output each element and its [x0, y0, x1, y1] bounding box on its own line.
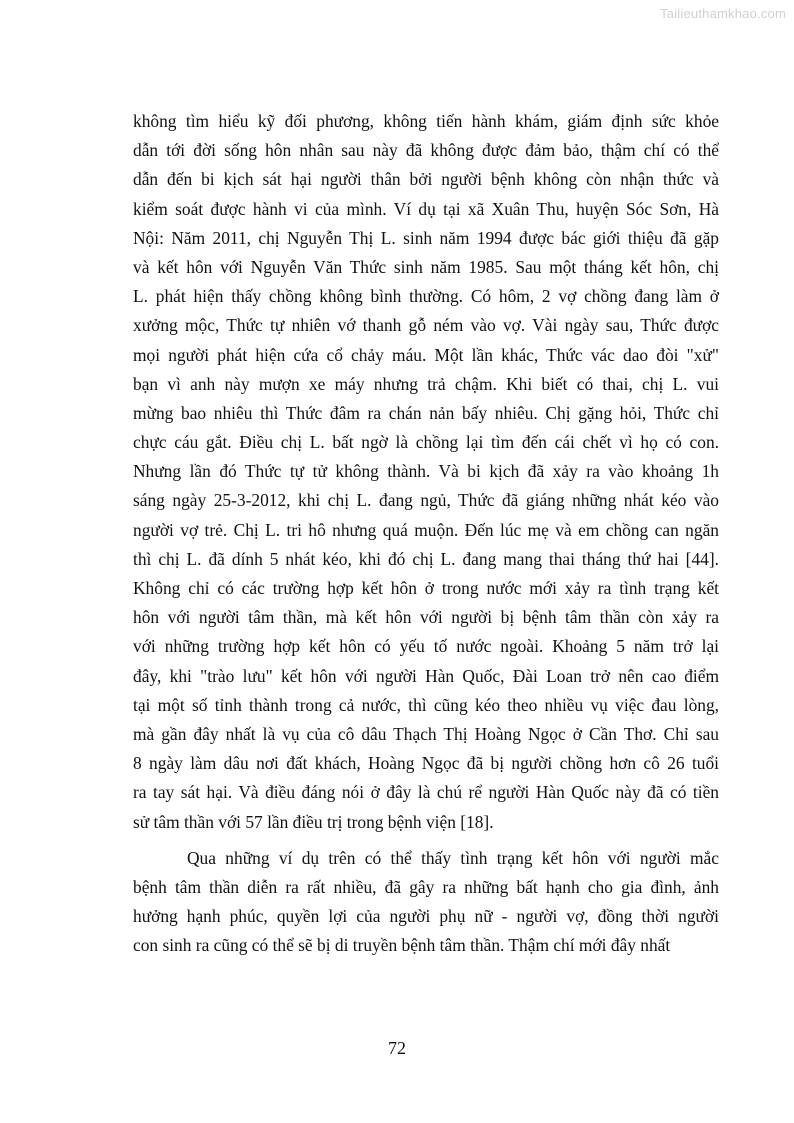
- text-line: ra tay sát hại. Và điều đáng nói ở đây là chú rể người Hàn Quốc này đã có tiền: [133, 782, 719, 803]
- text-line: thì chị L. đã dính 5 nhát kéo, khi đó chị L. đang mang thai tháng thứ hai [44].: [133, 548, 719, 569]
- text-line: Nhưng lần đó Thức tự tử không thành. Và bi kịch đã xảy ra vào khoảng 1h: [133, 461, 719, 482]
- text-line: với những trường hợp kết hôn có yếu tố nước ngoài. Khoảng 5 năm trở lại: [133, 636, 719, 657]
- text-line: đây, khi "trào lưu" kết hôn với người Hàn Quốc, Đài Loan trở nên cao điểm: [133, 665, 719, 686]
- text-line: hưởng hạnh phúc, quyền lợi của người phụ nữ - người vợ, đồng thời người: [133, 906, 719, 927]
- watermark-text: Tailieuthamkhao.com: [660, 6, 786, 21]
- text-line: chực cáu gắt. Điều chị L. bất ngờ là chồng lại tìm đến cái chết vì họ có con.: [133, 432, 719, 453]
- text-line: mà gần đây nhất là vụ của cô dâu Thạch Thị Hoàng Ngọc ở Cần Thơ. Chỉ sau: [133, 723, 719, 744]
- text-line: mừng bao nhiêu thì Thức đâm ra chán nản bấy nhiêu. Chị gặng hỏi, Thức chỉ: [133, 402, 719, 423]
- text-line: dẫn tới đời sống hôn nhân sau này đã không được đảm bảo, thậm chí có thể: [133, 140, 719, 161]
- text-line: và kết hôn với Nguyễn Văn Thức sinh năm 1985. Sau một tháng kết hôn, chị: [133, 256, 719, 277]
- text-line: người vợ trẻ. Chị L. tri hô nhưng quá muộn. Đến lúc mẹ và em chồng can ngăn: [133, 519, 719, 540]
- text-line: tại một số tỉnh thành trong cả nước, thì cũng kéo theo nhiều vụ việc đau lòng,: [133, 694, 719, 715]
- paragraph: [133, 844, 719, 961]
- text-line: sáng ngày 25-3-2012, khi chị L. đang ngủ, Thức đã giáng những nhát kéo vào: [133, 490, 719, 511]
- text-line: mọi người phát hiện cứa cổ chảy máu. Một lần khác, Thức vác dao đòi "xử": [133, 344, 719, 365]
- text-line: kiểm soát được hành vi của mình. Ví dụ tại xã Xuân Thu, huyện Sóc Sơn, Hà: [133, 198, 719, 219]
- text-line: L. phát hiện thấy chồng không bình thường. Có hôm, 2 vợ chồng đang làm ở: [133, 286, 719, 307]
- text-line: bệnh tâm thần diễn ra rất nhiều, đã gây ra những bất hạnh cho gia đình, ảnh: [133, 876, 719, 897]
- text-line: dẫn đến bi kịch sát hại người thân bởi người bệnh không còn nhận thức và: [133, 169, 719, 190]
- text-line: 8 ngày làm dâu nơi đất khách, Hoàng Ngọc đã bị người chồng hơn cô 26 tuổi: [133, 753, 719, 774]
- text-line: không tìm hiểu kỹ đối phương, không tiến hành khám, giám định sức khỏe: [133, 111, 719, 131]
- text-line: hôn với người tâm thần, mà kết hôn với người bị bệnh tâm thần còn xảy ra: [133, 607, 719, 628]
- text-line: con sinh ra cũng có thể sẽ bị di truyền bệnh tâm thần. Thậm chí mới đây nhất: [133, 935, 671, 956]
- paragraph: [133, 107, 719, 837]
- page-number: 72: [388, 1038, 406, 1058]
- text-line: Nội: Năm 2011, chị Nguyễn Thị L. sinh năm 1994 được bác giới thiệu đã gặp: [133, 227, 719, 248]
- text-line: bạn vì anh này mượn xe máy nhưng trả chậm. Khi biết có thai, chị L. vui: [133, 373, 719, 394]
- text-line: xưởng mộc, Thức tự nhiên vớ thanh gỗ ném vào vợ. Vài ngày sau, Thức được: [133, 315, 719, 336]
- document-body: [133, 107, 719, 960]
- text-line: Qua những ví dụ trên có thể thấy tình trạng kết hôn với người mắc: [187, 847, 719, 868]
- text-line: Không chỉ có các trường hợp kết hôn ở trong nước mới xảy ra tình trạng kết: [133, 578, 719, 598]
- paragraph-gap: [133, 837, 719, 844]
- text-line: sử tâm thần với 57 lần điều trị trong bệnh viện [18].: [133, 811, 494, 832]
